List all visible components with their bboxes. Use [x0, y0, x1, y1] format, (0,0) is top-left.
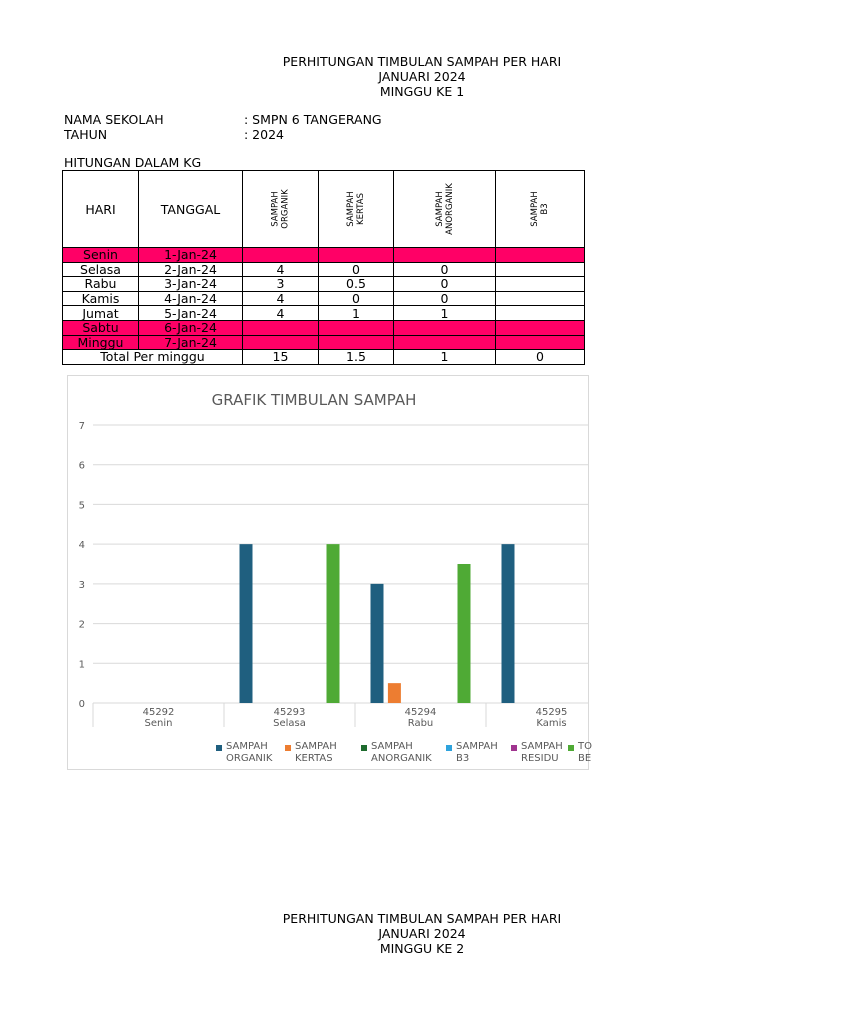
table-row [63, 335, 585, 350]
cell-date: 2-Jan-24 [139, 262, 243, 277]
cell-b3 [496, 277, 585, 292]
table-row [63, 291, 585, 306]
y-tick-label: 1 [78, 659, 85, 671]
cell-organic [243, 335, 319, 350]
legend-swatch [285, 745, 291, 751]
table-row [63, 262, 585, 277]
x-tick-label: 45293 [273, 707, 306, 718]
year-value: : 2024 [244, 127, 284, 142]
report-header-week1 [0, 54, 844, 99]
bar [371, 584, 384, 703]
cell-b3 [496, 306, 585, 321]
cell-b3 [496, 248, 585, 263]
legend-label: SAMPAH KERTAS [295, 741, 337, 764]
cell-paper: 1 [319, 306, 394, 321]
table-row [63, 306, 585, 321]
header-day: HARI [63, 171, 139, 248]
header-inorganic: SAMPAH ANORGANIK [394, 171, 496, 248]
cell-date: 1-Jan-24 [139, 248, 243, 263]
bar [388, 683, 401, 703]
x-tick-label-day: Kamis [536, 718, 567, 729]
x-tick-label-day: Senin [144, 718, 173, 729]
year-label: TAHUN [64, 127, 108, 142]
legend-label: SAMPAH ANORGANIK [371, 741, 432, 764]
report-title: PERHITUNGAN TIMBULAN SAMPAH PER HARI [282, 54, 562, 69]
cell-organic [243, 320, 319, 335]
x-tick-label: 45294 [404, 707, 437, 718]
cell-b3 [496, 291, 585, 306]
cell-date: 5-Jan-24 [139, 306, 243, 321]
cell-organic [243, 248, 319, 263]
cell-day: Selasa [63, 262, 139, 277]
bar [458, 564, 471, 703]
table-row [63, 277, 585, 292]
cell-organic: 4 [243, 291, 319, 306]
cell-inorganic: 0 [394, 262, 496, 277]
table-header-row [63, 171, 585, 248]
cell-inorganic [394, 320, 496, 335]
x-tick-label: 45292 [142, 707, 175, 718]
y-tick-label: 4 [78, 540, 85, 552]
cell-paper: 0.5 [319, 277, 394, 292]
cell-day: Sabtu [63, 320, 139, 335]
y-tick-label: 0 [78, 699, 85, 710]
cell-date: 4-Jan-24 [139, 291, 243, 306]
cell-inorganic: 0 [394, 277, 496, 292]
x-tick-label-day: Rabu [407, 718, 434, 729]
total-organic: 15 [243, 350, 319, 365]
x-tick-label-day: Selasa [273, 718, 306, 729]
legend-label: TO BE [578, 741, 592, 764]
cell-inorganic: 1 [394, 306, 496, 321]
cell-paper [319, 320, 394, 335]
legend-label: SAMPAH ORGANIK [226, 741, 273, 764]
header-date: TANGGAL [139, 171, 243, 248]
bar [240, 544, 253, 703]
cell-organic: 4 [243, 306, 319, 321]
cell-inorganic: 0 [394, 291, 496, 306]
legend-swatch [446, 745, 452, 751]
waste-chart-svg [68, 376, 588, 769]
header-b3: SAMPAH B3 [496, 171, 585, 248]
chart-title: GRAFIK TIMBULAN SAMPAH [211, 391, 417, 409]
cell-day: Minggu [63, 335, 139, 350]
header-organic: SAMPAH ORGANIK [243, 171, 319, 248]
school-name-label: NAMA SEKOLAH [64, 112, 164, 127]
total-label: Total Per minggu [63, 350, 243, 365]
report-title-2: PERHITUNGAN TIMBULAN SAMPAH PER HARI [282, 911, 562, 926]
report-month: JANUARI 2024 [378, 69, 466, 84]
cell-date: 7-Jan-24 [139, 335, 243, 350]
cell-paper: 0 [319, 262, 394, 277]
legend-swatch [568, 745, 574, 751]
legend-label: SAMPAH RESIDU [521, 741, 563, 764]
cell-day: Jumat [63, 306, 139, 321]
waste-table [62, 170, 585, 365]
report-week-2: MINGGU KE 2 [379, 941, 465, 956]
bar [502, 544, 515, 703]
school-name-value: : SMPN 6 TANGERANG [244, 112, 382, 127]
cell-inorganic [394, 335, 496, 350]
report-week: MINGGU KE 1 [379, 84, 465, 99]
cell-paper: 0 [319, 291, 394, 306]
cell-paper [319, 335, 394, 350]
total-b3: 0 [496, 350, 585, 365]
cell-date: 3-Jan-24 [139, 277, 243, 292]
legend-swatch [511, 745, 517, 751]
cell-organic: 3 [243, 277, 319, 292]
report-month-2: JANUARI 2024 [378, 926, 466, 941]
legend-swatch [361, 745, 367, 751]
cell-day: Rabu [63, 277, 139, 292]
header-paper: SAMPAH KERTAS [319, 171, 394, 248]
y-tick-label: 3 [78, 579, 85, 591]
bar [327, 544, 340, 703]
x-tick-label: 45295 [535, 707, 568, 718]
table-row [63, 248, 585, 263]
waste-chart [67, 375, 589, 770]
cell-organic: 4 [243, 262, 319, 277]
total-paper: 1.5 [319, 350, 394, 365]
legend-swatch [216, 745, 222, 751]
table-row [63, 320, 585, 335]
report-header-week2 [0, 911, 844, 956]
y-tick-label: 7 [78, 421, 85, 432]
table-total-row [63, 350, 585, 365]
y-tick-label: 6 [78, 460, 85, 472]
cell-b3 [496, 320, 585, 335]
chart-legend [148, 741, 592, 767]
legend-label: SAMPAH B3 [456, 741, 498, 764]
cell-b3 [496, 262, 585, 277]
cell-date: 6-Jan-24 [139, 320, 243, 335]
y-tick-label: 5 [78, 500, 85, 512]
cell-day: Senin [63, 248, 139, 263]
total-inorganic: 1 [394, 350, 496, 365]
cell-b3 [496, 335, 585, 350]
cell-inorganic [394, 248, 496, 263]
cell-day: Kamis [63, 291, 139, 306]
y-tick-label: 2 [78, 619, 85, 631]
cell-paper [319, 248, 394, 263]
